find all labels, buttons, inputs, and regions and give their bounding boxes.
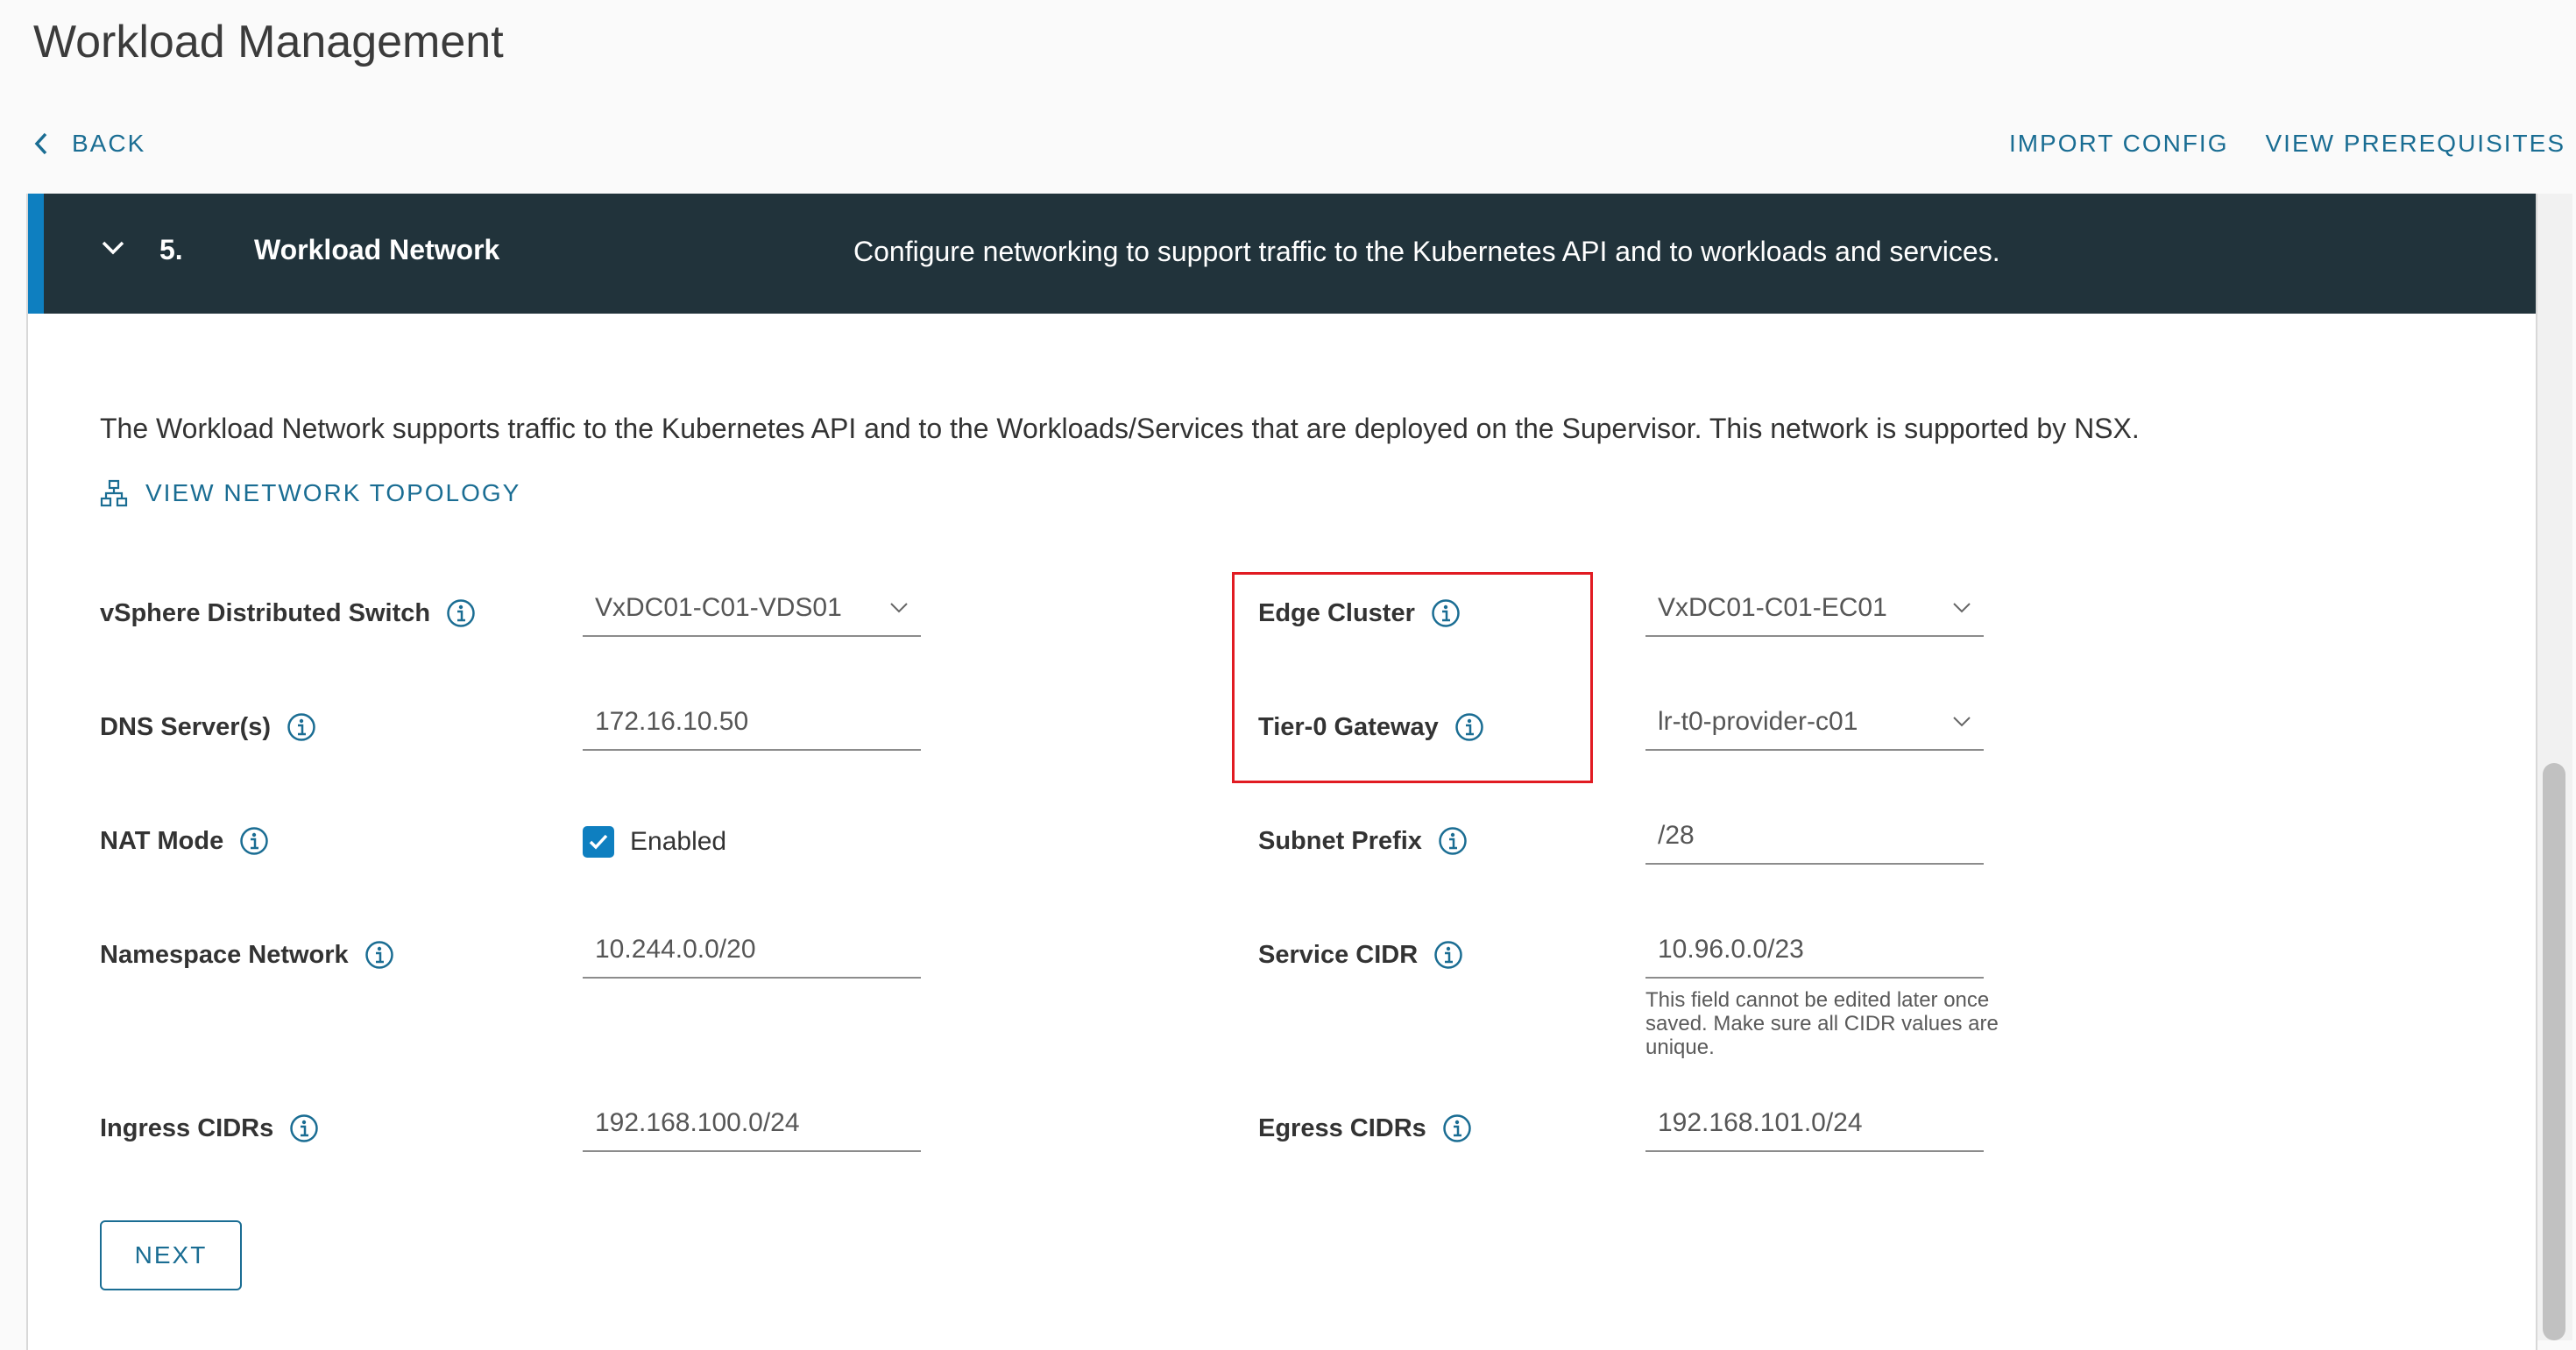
info-icon[interactable] <box>1438 826 1468 856</box>
chevron-down-icon <box>1952 716 1971 728</box>
ingress-value: 192.168.100.0/24 <box>595 1108 800 1137</box>
ingress-label <box>100 1113 319 1143</box>
egress-cidrs-label-text: Egress CIDRs <box>1258 1113 1426 1142</box>
info-icon[interactable] <box>1442 1113 1472 1143</box>
namespace-network-input[interactable] <box>583 928 921 979</box>
topology-label: VIEW NETWORK TOPOLOGY <box>145 479 521 506</box>
subnet-prefix-input[interactable] <box>1645 814 1984 865</box>
info-icon[interactable] <box>239 826 269 856</box>
service-cidr-label <box>1258 940 1463 970</box>
step-title: Workload Network <box>254 234 500 265</box>
step-header[interactable] <box>28 194 2536 314</box>
chevron-down-icon[interactable] <box>100 234 126 260</box>
subnet-prefix-label-text: Subnet Prefix <box>1258 826 1422 855</box>
dns-value: 172.16.10.50 <box>595 707 749 736</box>
nat-label-text: NAT Mode <box>100 826 224 855</box>
nat-label <box>100 826 269 856</box>
info-icon[interactable] <box>364 940 394 970</box>
edge-cluster-select[interactable] <box>1645 586 1984 637</box>
tier0-gateway-label-text: Tier-0 Gateway <box>1258 712 1439 741</box>
info-icon[interactable] <box>1433 940 1463 970</box>
dns-input[interactable] <box>583 700 921 751</box>
dns-label-text: DNS Server(s) <box>100 712 272 741</box>
step-description: Configure networking to support traffic to the Kubernetes API and to workloads and services. <box>853 236 2000 267</box>
egress-cidrs-label <box>1258 1113 1472 1143</box>
service-cidr-label-text: Service CIDR <box>1258 940 1419 969</box>
chevron-left-icon <box>33 131 49 156</box>
dns-label <box>100 712 316 742</box>
ingress-label-text: Ingress CIDRs <box>100 1113 274 1142</box>
egress-cidrs-input[interactable] <box>1645 1101 1984 1152</box>
tier0-gateway-value: lr-t0-provider-c01 <box>1658 707 1858 736</box>
tier0-gateway-select[interactable] <box>1645 700 1984 751</box>
edge-cluster-value: VxDC01-C01-EC01 <box>1658 593 1887 622</box>
nat-mode-checkbox[interactable] <box>583 826 726 858</box>
ingress-cidrs-input[interactable] <box>583 1101 921 1152</box>
info-icon[interactable] <box>1454 712 1484 742</box>
vds-label-text: vSphere Distributed Switch <box>100 598 431 627</box>
vds-label <box>100 598 476 628</box>
network-intro-text: The Workload Network supports traffic to the Kubernetes API and to the Workloads/Services that are deployed on the Supervisor. This network is supported by NSX. <box>100 413 2140 444</box>
namespace-label <box>100 940 394 970</box>
back-button[interactable] <box>33 130 145 158</box>
subnet-prefix-label <box>1258 826 1468 856</box>
import-config-link[interactable]: IMPORT CONFIG <box>2008 130 2229 157</box>
step-accent-bar <box>28 194 44 314</box>
egress-cidrs-value: 192.168.101.0/24 <box>1658 1108 1863 1137</box>
step-number: 5. <box>159 234 183 265</box>
view-network-topology-link[interactable] <box>100 479 520 507</box>
workload-network-card <box>26 194 2537 1350</box>
network-topology-icon <box>100 479 128 507</box>
vds-value: VxDC01-C01-VDS01 <box>595 593 842 622</box>
service-cidr-input[interactable] <box>1645 928 1984 979</box>
back-label: BACK <box>72 130 146 157</box>
info-icon[interactable] <box>1431 598 1461 628</box>
info-icon[interactable] <box>446 598 476 628</box>
view-prerequisites-link[interactable]: VIEW PREREQUISITES <box>2265 130 2565 157</box>
nat-mode-value: Enabled <box>630 827 727 856</box>
service-cidr-value: 10.96.0.0/23 <box>1658 935 1804 964</box>
service-cidr-helper-text: This field cannot be edited later once saved. Make sure all CIDR values are unique. <box>1645 988 1999 1059</box>
chevron-down-icon <box>889 602 909 614</box>
scrollbar[interactable] <box>2537 194 2572 1340</box>
scrollbar-thumb[interactable] <box>2543 763 2565 1340</box>
info-icon[interactable] <box>289 1113 319 1143</box>
namespace-label-text: Namespace Network <box>100 940 349 969</box>
chevron-down-icon <box>1952 602 1971 614</box>
page-title: Workload Management <box>33 17 504 67</box>
next-button[interactable]: NEXT <box>100 1220 242 1290</box>
namespace-value: 10.244.0.0/20 <box>595 935 756 964</box>
checkmark-icon <box>583 826 614 858</box>
info-icon[interactable] <box>287 712 316 742</box>
tier0-gateway-label <box>1258 712 1484 742</box>
vds-select[interactable] <box>583 586 921 637</box>
subnet-prefix-value: /28 <box>1658 821 1695 850</box>
edge-cluster-label <box>1258 598 1461 628</box>
edge-cluster-label-text: Edge Cluster <box>1258 598 1415 627</box>
